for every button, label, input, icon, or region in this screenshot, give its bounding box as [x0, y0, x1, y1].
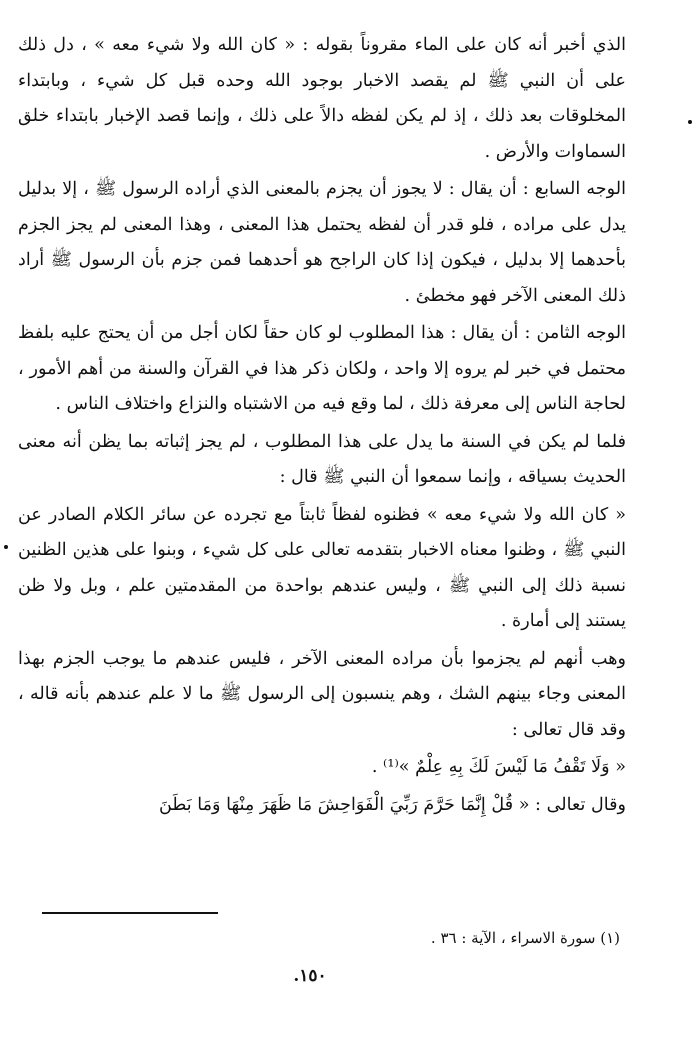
paragraph-2: الوجه السابع : أن يقال : لا يجوز أن يجزم بالمعنى الذي أراده الرسول ﷺ ، إلا بدليل يدل على مراده ، فلو قدر أن لفظه يحتمل هذا المعنى ، وهذا المعنى لم يجز الجزم بأحدهما إلا بدليل ، فيكون إذا كان الراجح هو أحدهما فمن جزم بأن الرسول ﷺ أراد ذلك المعنى الآخر فهو مخطئ .	[18, 179, 626, 306]
page-number: ١٥٠.	[293, 966, 327, 986]
quran-verse-2: وقال تعالى : « قُلْ إِنَّمَا حَرَّمَ رَبِّيَ الْفَوَاحِشَ مَا ظَهَرَ مِنْهَا وَمَا بَطَنَ	[158, 794, 626, 815]
footnote: (١) سورة الاسراء ، الآية : ٣٦ .	[430, 929, 620, 947]
paragraph-1: الذي أخبر أنه كان على الماء مقروناً بقوله : « كان الله ولا شيء معه » ، دل ذلك على أن النبي ﷺ لم يقصد الاخبار بوجود الله وحده قبل كل شيء ، وبابتداء المخلوقات بعد ذلك ، إذ لم يكن لفظه دالاً على ذلك ، وإنما قصد الإخبار بابتداء خلق السماوات والأرض .	[18, 35, 626, 162]
page-body	[18, 28, 626, 823]
margin-mark-top	[688, 120, 692, 124]
paragraph-4: فلما لم يكن في السنة ما يدل على هذا المطلوب ، لم يجز إثباته بما يظن أنه معنى الحديث بسياقه ، وإنما سمعوا أن النبي ﷺ قال :	[18, 431, 626, 487]
quran-verse-1: « وَلَا تَقْفُ مَا لَيْسَ لَكَ بِهِ عِلْمٌ »⁽¹⁾ .	[371, 757, 626, 777]
paragraph-6: وهب أنهم لم يجزموا بأن مراده المعنى الآخر ، فليس عندهم ما يوجب الجزم بهذا المعنى وجاء بينهم الشك ، وهم ينسبون إلى الرسول ﷺ ما لا علم عندهم بأنه قاله ، وقد قال تعالى :	[18, 648, 626, 740]
margin-mark-middle	[4, 545, 8, 549]
paragraph-5: « كان الله ولا شيء معه » فظنوه لفظاً ثابتاً مع تجرده عن سائر الكلام الصادر عن النبي ﷺ ، وظنوا معناه الاخبار بتقدمه تعالى على كل شيء ، وبنوا على هذين الظنين نسبة ذلك إلى النبي ﷺ ، وليس عندهم بواحدة من المقدمتين علم ، وبل ولا ظن يستند إلى أمارة .	[18, 504, 626, 631]
footnote-separator	[42, 912, 218, 914]
paragraph-3: الوجه الثامن : أن يقال : هذا المطلوب لو كان حقاً لكان أجل من أن يحتج عليه بلفظ محتمل في خبر لم يروه إلا واحد ، ولكان ذكر هذا في القرآن والسنة من أهم الأمور ، لحاجة الناس إلى معرفة ذلك ، لما وقع فيه من الاشتباه والنزاع واختلاف الناس .	[18, 323, 626, 414]
